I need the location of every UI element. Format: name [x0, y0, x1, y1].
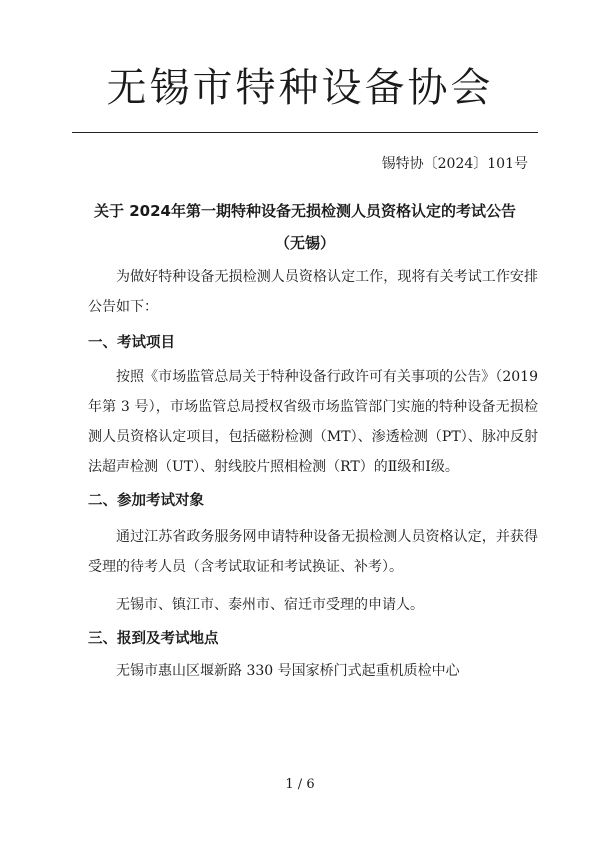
organization-title: 无锡市特种设备协会 — [106, 65, 494, 111]
page-number: 1 / 6 — [285, 777, 315, 792]
section-paragraph: 按照《市场监管总局关于特种设备行政许可有关事项的公告》（2019年第 3 号），市场监管总局授权省级市场监管部门实施的特种设备无损检测人员资格认定项目，包括磁粉检测（MT）、渗透检测（PT）、脉冲反射法超声检测（UT）、射线胶片照相检测（RT）的Ⅱ级和Ⅰ级。 — [88, 369, 538, 475]
section-paragraph: 无锡市、镇江市、泰州市、宿迁市受理的申请人。 — [116, 597, 424, 613]
notice-title: 关于 2024年第一期特种设备无损检测人员资格认定的考试公告 — [94, 202, 516, 220]
section-heading-exam-items: 一、考试项目 — [88, 335, 175, 351]
notice-subtitle: （无锡） — [274, 234, 335, 252]
section-heading-exam-candidates: 二、参加考试对象 — [88, 493, 204, 509]
document-number: 锡特协〔2024〕101号 — [381, 156, 528, 172]
section-paragraph: 通过江苏省政务服务网申请特种设备无损检测人员资格认定，并获得受理的待考人员（含考试取证和考试换证、补考）。 — [88, 529, 538, 575]
header-divider — [72, 132, 538, 133]
section-paragraph: 无锡市惠山区堰新路 330 号国家桥门式起重机质检中心 — [116, 663, 460, 679]
intro-paragraph: 为做好特种设备无损检测人员资格认定工作，现将有关考试工作安排公告如下： — [88, 269, 538, 315]
section-heading-exam-location: 三、报到及考试地点 — [88, 631, 219, 647]
